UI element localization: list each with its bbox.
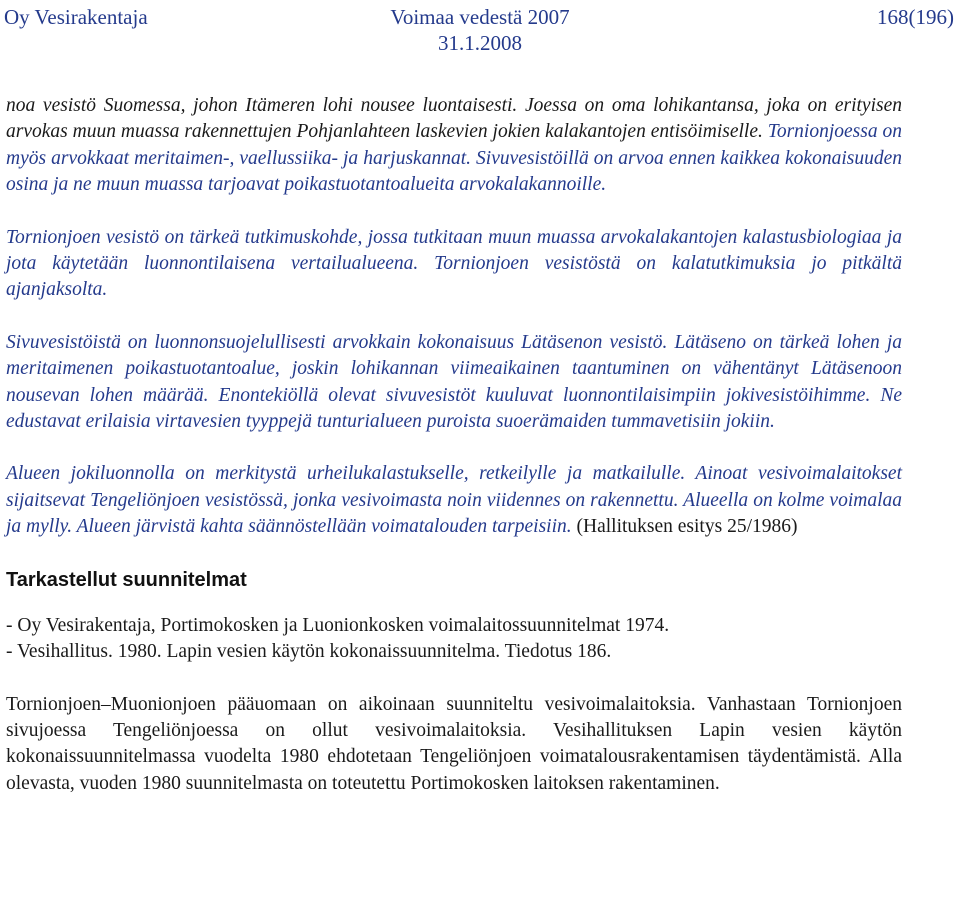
paragraph-segment: Tornionjoen vesistö on tärkeä tutkimuskohde, jossa tutkitaan muun muassa arvokalakantojen kalastusbiologiaa ja jota käytetään luonnontilaisena vertailualueena. Tornionjoen vesistöstä on kalatutkimuksia jo pitkältä ajanjaksolta. xyxy=(6,226,902,301)
reference-item: - Vesihallitus. 1980. Lapin vesien käytön kokonaissuunnitelma. Tiedotus 186. xyxy=(6,641,612,663)
header-center xyxy=(352,4,608,56)
header-company: Oy Vesirakentaja xyxy=(4,5,148,29)
paragraph-recreation xyxy=(6,461,902,540)
header-validity: Voimaa vedestä 2007 xyxy=(390,5,570,29)
document-body xyxy=(6,93,902,823)
reference-item: - Oy Vesirakentaja, Portimokosken ja Luonionkosken voimalaitossuunnitelmat 1974. xyxy=(6,614,670,636)
paragraph-segment: noa vesistö Suomessa, johon Itämeren lohi nousee luontaisesti. Joessa on oma lohikantansa, joka on erityisen arvokas muun muassa rakennettujen Pohjanlahteen laskevien jokien kalakantojen entisöimiselle. xyxy=(6,95,902,143)
header-page-number: 168(196) xyxy=(877,5,954,29)
header-date: 31.1.2008 xyxy=(438,31,522,55)
paragraph-plans: Tornionjoen–Muonionjoen pääuomaan on aikoinaan suunniteltu vesivoimalaitoksia. Vanhastaan Tornionjoen sivujoessa Tengeliönjoessa on ollut vesivoimalaitoksia. Vesihallituksen Lapin vesien käytön kokonaissuunnitelmassa vuodelta 1980 ehdotetaan Tengeliönjoen voimatalousrakentamisen täydentämistä. Alla olevasta, vuoden 1980 suunnitelmasta on toteutettu Portimokosken laitoksen rakentaminen. xyxy=(6,693,902,794)
paragraph-segment: Tornionjoessa on myös arvokkaat meritaimen-, vaellussiika- ja harjuskannat. Sivuvesistöillä on arvoa ennen kaikkea kokonaisuuden osina ja ne muun muassa tarjoavat poikastuotantoalueita arvokalakannoille. xyxy=(6,121,903,196)
paragraph-river-significance xyxy=(6,93,902,199)
reference-list xyxy=(6,613,902,666)
paragraph-segment: Sivuvesistöistä on luonnonsuojelullisesti arvokkain kokonaisuus Lätäsenon vesistö. Lätäseno on tärkeä lohen ja meritaimenen poikastuotantoalue, joskin lohikannan viimeaikainen taantuminen on vähentänyt Lätäsenoon nousevan lohen määrää. Enontekiöllä olevat sivuvesistöt kuuluvat luonnontilaisimpiin jokivesistöihimme. Ne edustavat erilaisia virtavesien tyyppejä tunturialueen puroista suoerämaiden tummavetisiin jokiin. xyxy=(6,331,902,433)
section-heading: Tarkastellut suunnitelmat xyxy=(6,568,247,591)
page-header xyxy=(0,0,960,60)
paragraph-research xyxy=(6,225,902,304)
paragraph-segment: Alueen jokiluonnolla on merkitystä urheilukalastukselle, retkeilylle ja matkailulle. Ainoat vesivoimalaitokset sijaitsevat Tengeliönjoen vesistössä, jonka vesivoimasta noin viidennes on rakennettu. Alueella on kolme voimalaa ja mylly. Alueen järvistä kahta säännöstellään voimatalouden tarpeisiin. xyxy=(6,463,902,538)
paragraph-tributaries xyxy=(6,330,902,436)
citation: (Hallituksen esitys 25/1986) xyxy=(571,516,798,538)
